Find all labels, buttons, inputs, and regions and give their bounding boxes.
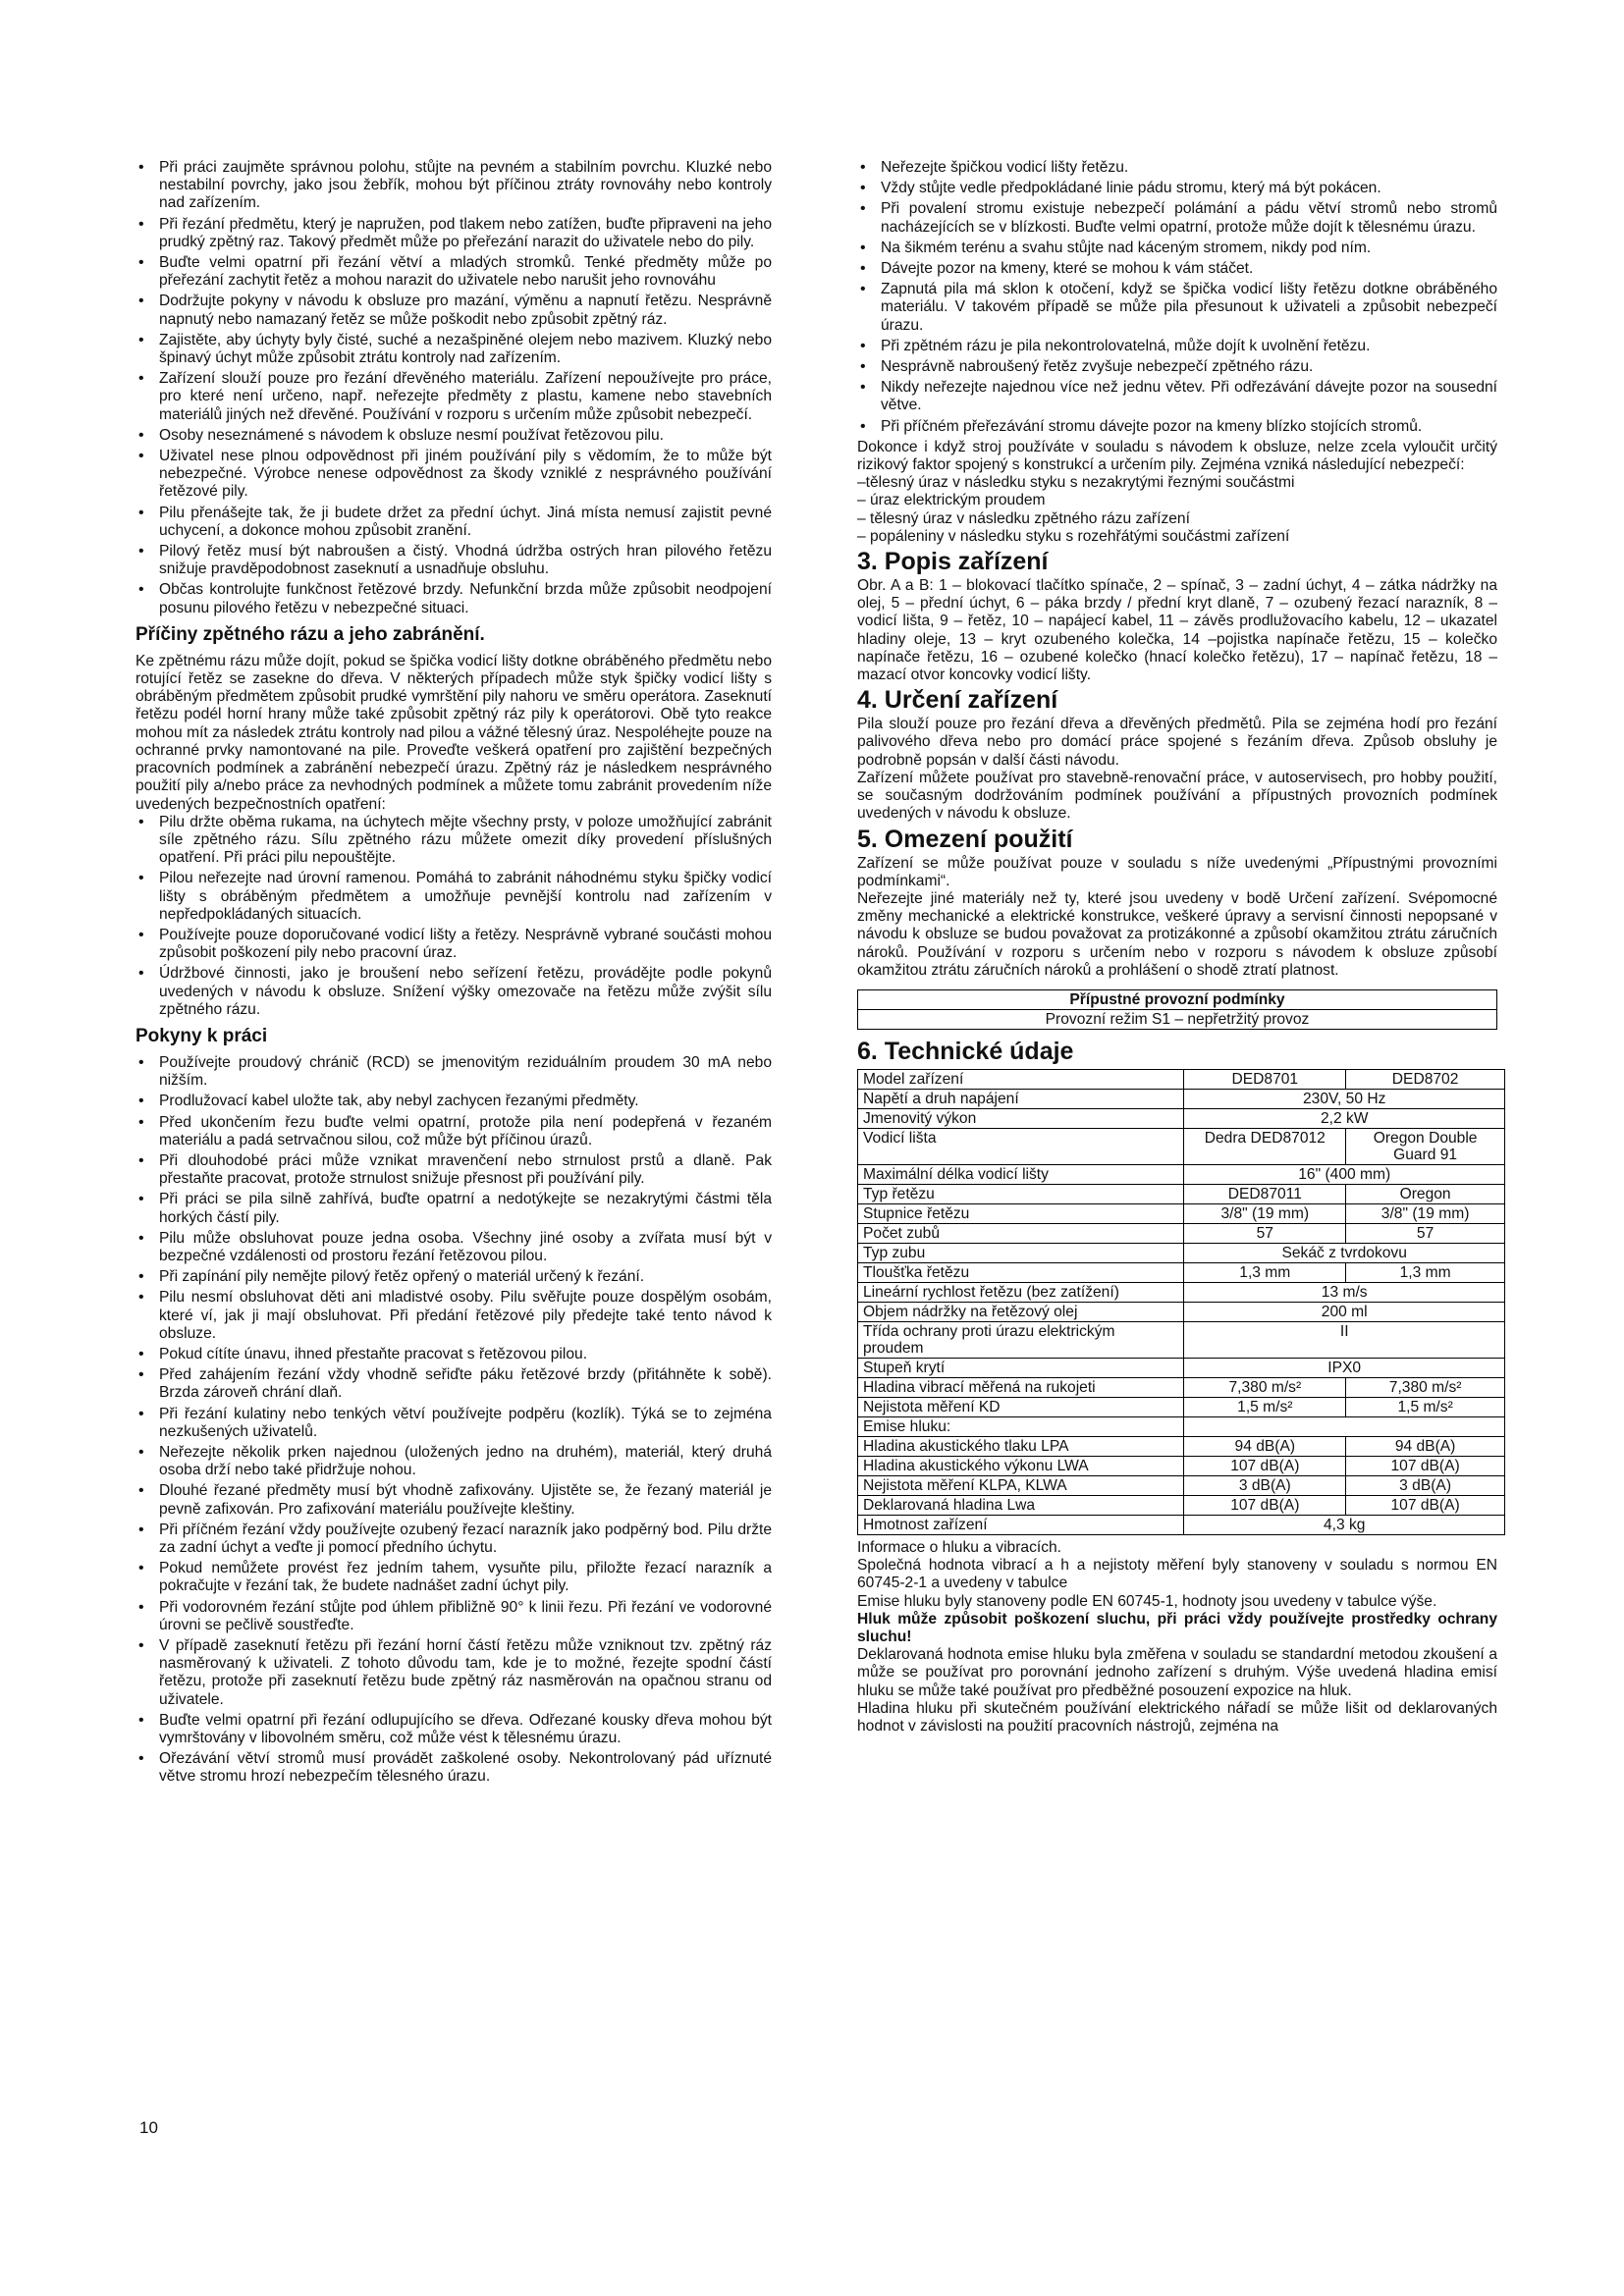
table-row (858, 1358, 1505, 1377)
spec-value-ded8701: 3/8" (19 mm) (1184, 1203, 1346, 1223)
spec-value-ded8701: 1,5 m/s² (1184, 1397, 1346, 1416)
list-item: • Buďte velmi opatrní při řezání větví a mladých stromků. Tenké předměty může po přeřezání zachytit řetěz a mohou narazit do uživatele nebo narušit jeho rovnováhu (135, 254, 772, 290)
spec-label: Tloušťka řetězu (858, 1262, 1184, 1282)
spec-label: Typ zubu (858, 1243, 1184, 1262)
section-5-paragraph-1: Zařízení se může používat pouze v souladu s níže uvedenými „Přípustnými provozními podmínkami“. (857, 854, 1497, 889)
noise-paragraph-1: Společná hodnota vibrací a h a nejistoty měření byly stanoveny v souladu s normou EN 60745-2-1 a uvedeny v tabulce (857, 1557, 1497, 1592)
list-item: • Na šikmém terénu a svahu stůjte nad káceným stromem, nikdy pod ním. (857, 240, 1497, 257)
list-item: • Nikdy neřezejte najednou více než jednu větev. Při odřezávání dávejte pozor na sousední větve. (857, 379, 1497, 414)
residual-risk-item: –tělesný úraz v následku styku s nezakrytými řeznými součástmi (857, 474, 1295, 492)
table-row (858, 1069, 1505, 1089)
table-row (858, 1184, 1505, 1203)
spec-value-ded8701: DED87011 (1184, 1184, 1346, 1203)
spec-label: Nejistota měření KLPA, KLWA (858, 1475, 1184, 1495)
kickback-paragraph: Ke zpětnému rázu může dojít, pokud se špička vodicí lišty dotkne obráběného předmětu nebo rotující řetěz se zasekne do dřeva. V některých případech může styk špičky vodicí lišty s obráběným předmětem způsobit prudké vymrštění pily nahoru ve směru operátora. Zaseknutí řetězu podél horní hrany může také způsobit zpětný ráz pily k operátorovi. Obě tyto reakce mohou mít za následek ztrátu kontroly nad pilou a vážné tělesný úraz. Nespoléhejte pouze na ochranné prvky namontované na pile. Proveďte veškerá opatření pro zajištění bezpečných pracovních podmínek a zabránění nebezpečí úrazu. Zpětný ráz je následkem nesprávného použití pily a/nebo práce za nevhodných podmínek a můžete tomu zabránit provedením níže uvedených bezpečnostních opatření: (135, 652, 772, 813)
kickback-bullets (135, 814, 772, 1019)
residual-risk-item: – úraz elektrickým proudem (857, 492, 1046, 509)
spec-value-ded8701: 107 dB(A) (1184, 1456, 1346, 1475)
list-item: • Při práci zaujměte správnou polohu, stůjte na pevném a stabilním povrchu. Kluzké nebo nestabilní povrchy, jako jsou žebřík, mohou být příčinou ztráty rovnováhy nebo kontroly nad zařízením. (135, 159, 772, 213)
table-row (858, 1164, 1505, 1184)
spec-value-ded8701: 1,3 mm (1184, 1262, 1346, 1282)
table-row (858, 1416, 1505, 1436)
spec-label: Vodicí lišta (858, 1128, 1184, 1164)
residual-risk-item: – tělesný úraz v následku zpětného rázu zařízení (857, 509, 1190, 527)
spec-label: Deklarovaná hladina Lwa (858, 1495, 1184, 1515)
section-5-title: 5. Omezení použití (857, 825, 1073, 853)
spec-label: Počet zubů (858, 1223, 1184, 1243)
spec-value-empty (1184, 1416, 1505, 1436)
section-4-title: 4. Určení zařízení (857, 686, 1058, 715)
table-row (858, 1128, 1505, 1164)
list-item: • V případě zaseknutí řetězu při řezání horní částí řetězu může vzniknout tzv. zpětný ráz nasměrovaný k uživateli. Z tohoto důvodu tam, kde je to možné, řezejte spodní částí řetězu, protože při zaseknutí řetězu bude zpětný ráz nasměrován na opačnou stranu od uživatele. (135, 1637, 772, 1709)
table-row (858, 1515, 1505, 1534)
spec-label: Hladina akustického výkonu LWA (858, 1456, 1184, 1475)
table-row (858, 1262, 1505, 1282)
spec-label: Maximální délka vodicí lišty (858, 1164, 1184, 1184)
list-item: • Pilový řetěz musí být nabroušen a čistý. Vhodná údržba ostrých hran pilového řetězu snižuje pravděpodobnost zaseknutí a usnadňuje obsluhu. (135, 543, 772, 578)
left-column (135, 159, 772, 1789)
spec-value: 4,3 kg (1184, 1515, 1505, 1534)
spec-value-ded8702: 107 dB(A) (1346, 1495, 1505, 1515)
list-item: • Ořezávání větví stromů musí provádět zaškolené osoby. Nekontrolovaný pád uříznuté větve stromu hrozí nebezpečím tělesného úrazu. (135, 1750, 772, 1786)
list-item: • Používejte pouze doporučované vodicí lišty a řetězy. Nesprávně vybrané součásti mohou způsobit poškození pily nebo pracovní úraz. (135, 927, 772, 962)
section-4-paragraph-1: Pila slouží pouze pro řezání dřeva a dřevěných předmětů. Pila se zejména hodí pro řezání palivového dřeva nebo pro domácí práce spojené s řezáním dřeva. Způsob obsluhy je podrobně popsán v další části návodu. (857, 716, 1497, 769)
section-3-paragraph: Obr. A a B: 1 – blokovací tlačítko spínače, 2 – spínač, 3 – zadní úchyt, 4 – zátka nádržky na olej, 5 – přední úchyt, 6 – páka brzdy / přední kryt dlaně, 7 – ozubený řezací narazník, 8 – vodicí lišta, 9 – řetěz, 10 – napájecí kabel, 11 – závěs prodlužovacího kabelu, 12 – ukazatel hladiny oleje, 13 – kryt ozubeného kolečka, 14 –pojistka napínače řetězu, 15 – kolečko napínače řetězu, 16 – ozubené kolečko (hnací kolečko řetězu), 17 – napínač řetězu, 18 – mazací otvor koncovky vodicí lišty. (857, 577, 1497, 684)
spec-label: Hmotnost zařízení (858, 1515, 1184, 1534)
table-row (858, 1243, 1505, 1262)
list-item: • Pilu může obsluhovat pouze jedna osoba. Všechny jiné osoby a zvířata musí být v bezpečné vzdálenosti od prostoru řezání řetězovou pilou. (135, 1230, 772, 1265)
list-item: • Prodlužovací kabel uložte tak, aby nebyl zachycen řezanými předměty. (135, 1093, 772, 1110)
table-row (858, 1321, 1505, 1358)
spec-label: Nejistota měření KD (858, 1397, 1184, 1416)
spec-value: IPX0 (1184, 1358, 1505, 1377)
page-number: 10 (139, 2118, 158, 2137)
spec-value-ded8701: 3 dB(A) (1184, 1475, 1346, 1495)
spec-value-ded8701: 94 dB(A) (1184, 1436, 1346, 1456)
spec-value-ded8702: 107 dB(A) (1346, 1456, 1505, 1475)
list-item: • Osoby neseznámené s návodem k obsluze nesmí používat řetězovou pilu. (135, 427, 772, 445)
list-item: • Neřezejte špičkou vodicí lišty řetězu. (857, 159, 1497, 177)
table-row (858, 1377, 1505, 1397)
spec-value-ded8702: 1,5 m/s² (1346, 1397, 1505, 1416)
noise-paragraph-4: Hladina hluku při skutečném používání elektrického nářadí se může lišit od deklarovaných hodnot v závislosti na použití pracovních nástrojů, zejména na (857, 1699, 1497, 1735)
spec-value: 230V, 50 Hz (1184, 1089, 1505, 1108)
spec-label: Hladina vibrací měřená na rukojeti (858, 1377, 1184, 1397)
list-item: • Při příčném přeřezávání stromu dávejte pozor na kmeny blízko stojících stromů. (857, 418, 1497, 436)
technical-data-table (857, 1069, 1505, 1535)
noise-title: Informace o hluku a vibracích. (857, 1538, 1062, 1556)
list-item: • Neřezejte několik prken najednou (uložených jedno na druhém), materiál, který druhá osoba drží nebo také přidržuje nohou. (135, 1444, 772, 1479)
list-item: • Pilu přenášejte tak, že ji budete držet za přední úchyt. Jiná místa nemusí zajistit pevné uchycení, a dokonce mohou způsobit zranění. (135, 505, 772, 540)
work-bullets (135, 1054, 772, 1787)
table-row (858, 1436, 1505, 1456)
section-6-title: 6. Technické údaje (857, 1037, 1074, 1065)
spec-value: 13 m/s (1184, 1282, 1505, 1302)
list-item: • Uživatel nese plnou odpovědnost při jiném používání pily s vědomím, že to může být nebezpečné. Výrobce nenese odpovědnost za škody vzniklé z nesprávného používání řetězové pily. (135, 448, 772, 502)
spec-value: 16" (400 mm) (1184, 1164, 1505, 1184)
list-item: • Pilou neřezejte nad úrovní ramenou. Pomáhá to zabránit náhodnému styku špičky vodicí lišty s obráběným předmětem a umožňuje pevnější kontrolu nad zařízením v nepředpokládaných situacích. (135, 870, 772, 924)
spec-label: Stupnice řetězu (858, 1203, 1184, 1223)
list-item: • Pilu nesmí obsluhovat děti ani mladistvé osoby. Pilu svěřujte pouze dospělým osobám, které ví, jak ji mají obsluhovat. Při předání řetězové pily předejte také tento návod k obsluze. (135, 1289, 772, 1343)
list-item: • Zapnutá pila má sklon k otočení, když se špička vodicí lišty řetězu dotkne obráběného materiálu. V takovém případě se může pila přesunout k uživateli a způsobit nebezpečí úrazu. (857, 281, 1497, 335)
list-item: • Zařízení slouží pouze pro řezání dřevěného materiálu. Zařízení nepoužívejte pro práce, pro které není určeno, např. neřezejte předměty z plastu, kamene nebo stavebních materiálů jiných než dřevěné. Používání v rozporu s určením může způsobit nebezpečí. (135, 370, 772, 424)
noise-paragraph-2: Emise hluku byly stanoveny podle EN 60745-1, hodnoty jsou uvedeny v tabulce výše. (857, 1592, 1437, 1610)
list-item: • Při příčném řezání vždy používejte ozubený řezací narazník jako podpěrný bod. Pilu držte za zadní úchyt a veďte ji pomocí předního úchytu. (135, 1522, 772, 1557)
list-item: • Při zpětném rázu je pila nekontrolovatelná, může dojít k uvolnění řetězu. (857, 338, 1497, 355)
list-item: • Pokud cítíte únavu, ihned přestaňte pracovat s řetězovou pilou. (135, 1346, 772, 1363)
list-item: • Před zahájením řezání vždy vhodně seřiďte páku řetězové brzdy (přitáhněte k sobě). Brzda zároveň chrání dlaň. (135, 1366, 772, 1402)
section-3-title: 3. Popis zařízení (857, 548, 1049, 576)
kickback-heading: Příčiny zpětného rázu a jeho zabránění. (135, 623, 485, 645)
spec-value-ded8701: 107 dB(A) (1184, 1495, 1346, 1515)
list-item: • Dodržujte pokyny v návodu k obsluze pro mazání, výměnu a napnutí řetězu. Nesprávně napnutý nebo namazaný řetěz se může poškodit nebo způsobit zpětný ráz. (135, 293, 772, 328)
spec-label: Jmenovitý výkon (858, 1108, 1184, 1128)
felling-bullets (857, 159, 1497, 436)
table-row (858, 1495, 1505, 1515)
list-item: • Při řezání předmětu, který je napružen, pod tlakem nebo zatížen, buďte připraveni na jeho prudký zpětný raz. Takový předmět může po přeřezání narazit do uživatele nebo do pily. (135, 216, 772, 251)
list-item: • Dlouhé řezané předměty musí být vhodně zafixovány. Ujistěte se, že řezaný materiál je pevně zafixován. Pro zafixování materiálu používejte kleštiny. (135, 1482, 772, 1518)
list-item: • Při řezání kulatiny nebo tenkých větví používejte podpěru (kozlík). Týká se to zejména nezkušených uživatelů. (135, 1406, 772, 1441)
spec-value-ded8702: 1,3 mm (1346, 1262, 1505, 1282)
spec-label: Hladina akustického tlaku LPA (858, 1436, 1184, 1456)
spec-label: Lineární rychlost řetězu (bez zatížení) (858, 1282, 1184, 1302)
list-item: • Údržbové činnosti, jako je broušení nebo seřízení řetězu, provádějte podle pokynů uvedených v návodu k obsluze. Snížení výšky omezovače na řetězu může zvýšit sílu zpětného rázu. (135, 965, 772, 1019)
list-item: • Pilu držte oběma rukama, na úchytech mějte všechny prsty, v poloze umožňující zabránit síle zpětného rázu. Sílu zpětného rázu můžete omezit díky provedení příslušných opatření. Při práci pilu nepouštějte. (135, 814, 772, 868)
work-heading: Pokyny k práci (135, 1025, 268, 1046)
spec-value-ded8702: 57 (1346, 1223, 1505, 1243)
section-5-paragraph-2: Neřezejte jiné materiály než ty, které jsou uvedeny v bodě Určení zařízení. Svépomocné změny mechanické a elektrické konstrukce, veškeré úpravy a servisní činnosti nepopsané v návodu k obsluze se budou považovat za protizákonné a způsobí okamžitou ztrátu záručních nároků. Používání v rozporu s určením nebo v rozporu s návodem k obsluze způsobí okamžitou ztrátu záručních nároků a prohlášení o shodě ztratí platnost. (857, 889, 1497, 979)
spec-label: Model zařízení (858, 1069, 1184, 1089)
right-column (857, 159, 1497, 1735)
noise-warning: Hluk může způsobit poškození sluchu, při práci vždy používejte prostředky ochrany sluchu! (857, 1610, 1497, 1645)
spec-value: II (1184, 1321, 1505, 1358)
operating-conditions-box (857, 989, 1497, 1030)
list-item: • Před ukončením řezu buďte velmi opatrní, protože pila není podepřená v řezaném materiálu a padá setrvačnou silou, což může být příčinou úrazů. (135, 1114, 772, 1149)
table-row (858, 1397, 1505, 1416)
spec-value: 2,2 kW (1184, 1108, 1505, 1128)
list-item: • Používejte proudový chránič (RCD) se jmenovitým reziduálním proudem 30 mA nebo nižším. (135, 1054, 772, 1090)
list-item: • Buďte velmi opatrní při řezání odlupujícího se dřeva. Odřezané kousky dřeva mohou být vymrštovány v libovolném směru, což může vést k tělesnému úrazu. (135, 1712, 772, 1747)
list-item: • Při vodorovném řezání stůjte pod úhlem přibližně 90° k linii řezu. Při řezání ve vodorovné úrovni se pečlivě soustřeďte. (135, 1599, 772, 1634)
residual-risk-item: – popáleniny v následku styku s rozehřátými součástmi zařízení (857, 527, 1290, 545)
spec-value-ded8702: DED8702 (1346, 1069, 1505, 1089)
spec-value: Sekáč z tvrdokovu (1184, 1243, 1505, 1262)
spec-value-ded8702: 94 dB(A) (1346, 1436, 1505, 1456)
table-row (858, 1456, 1505, 1475)
spec-value: 200 ml (1184, 1302, 1505, 1321)
list-item: • Při dlouhodobé práci může vznikat mravenčení nebo strnulost prstů a dlaně. Pak přestaňte pracovat, protože strnulost snižuje přesnost při používání pily. (135, 1152, 772, 1188)
spec-label: Napětí a druh napájení (858, 1089, 1184, 1108)
list-item: • Zajistěte, aby úchyty byly čisté, suché a nezašpiněné olejem nebo mazivem. Kluzký nebo špinavý úchyt může způsobit ztrátu kontroly nad zařízením. (135, 332, 772, 367)
spec-value-ded8702: 3 dB(A) (1346, 1475, 1505, 1495)
operating-conditions-text: Provozní režim S1 – nepřetržitý provoz (1045, 1010, 1310, 1028)
safety-bullets (135, 159, 772, 617)
spec-label: Stupeň krytí (858, 1358, 1184, 1377)
spec-value-ded8701: Dedra DED87012 (1184, 1128, 1346, 1164)
list-item: • Pokud nemůžete provést řez jedním tahem, vysuňte pilu, přiložte řezací narazník a pokračujte v řezání tak, že budete nadnášet zadní úchyt pily. (135, 1560, 772, 1595)
spec-value-ded8702: Oregon (1346, 1184, 1505, 1203)
table-row (858, 1203, 1505, 1223)
spec-value-ded8701: 57 (1184, 1223, 1346, 1243)
list-item: • Při práci se pila silně zahřívá, buďte opatrní a nedotýkejte se nezakrytými částmi těla horkých částí pily. (135, 1191, 772, 1226)
list-item: • Dávejte pozor na kmeny, které se mohou k vám stáčet. (857, 260, 1497, 278)
residual-risk-paragraph: Dokonce i když stroj používáte v souladu s návodem k obsluze, nelze zcela vyloučit určitý rizikový faktor spojený s konstrukcí a určením pily. Zejména vzniká následující nebezpečí: (857, 438, 1497, 474)
table-row (858, 1282, 1505, 1302)
list-item: • Při povalení stromu existuje nebezpečí polámání a pádu větví stromů nebo stromů nacházejících se v blízkosti. Buďte velmi opatrní, protože může dojít k tělesnému úrazu. (857, 200, 1497, 236)
table-row (858, 1475, 1505, 1495)
spec-value-ded8702: 7,380 m/s² (1346, 1377, 1505, 1397)
table-row (858, 1223, 1505, 1243)
spec-value-ded8701: 7,380 m/s² (1184, 1377, 1346, 1397)
list-item: • Při zapínání pily nemějte pilový řetěz opřený o materiál určený k řezání. (135, 1268, 772, 1286)
list-item: • Občas kontrolujte funkčnost řetězové brzdy. Nefunkční brzda může způsobit neodpojení posunu pilového řetězu v nebezpečné situaci. (135, 581, 772, 616)
table-row (858, 1302, 1505, 1321)
spec-label: Objem nádržky na řetězový olej (858, 1302, 1184, 1321)
spec-value-ded8701: DED8701 (1184, 1069, 1346, 1089)
residual-risk-list (857, 474, 1497, 546)
spec-value-ded8702: 3/8" (19 mm) (1346, 1203, 1505, 1223)
spec-label: Emise hluku: (858, 1416, 1184, 1436)
table-row (858, 1089, 1505, 1108)
operating-conditions-title: Přípustné provozní podmínky (858, 990, 1496, 1010)
spec-label: Typ řetězu (858, 1184, 1184, 1203)
list-item: • Nesprávně nabroušený řetěz zvyšuje nebezpečí zpětného rázu. (857, 358, 1497, 376)
section-4-paragraph-2: Zařízení můžete používat pro stavebně-renovační práce, v autoservisech, pro hobby použití, se současným dodržováním podmínek používání a přípustných provozních podmínek uvedených v návodu k obsluze. (857, 769, 1497, 823)
spec-value-ded8702: Oregon Double Guard 91 (1346, 1128, 1505, 1164)
noise-paragraph-3: Deklarovaná hodnota emise hluku byla změřena v souladu se standardní metodou zkoušení a může se používat pro porovnání jednoho zařízení s druhým. Výše uvedená hladina emisí hluku se může také používat pro předběžné posouzení expozice na hluk. (857, 1646, 1497, 1699)
spec-label: Třída ochrany proti úrazu elektrickým proudem (858, 1321, 1184, 1358)
table-row (858, 1108, 1505, 1128)
list-item: • Vždy stůjte vedle předpokládané linie pádu stromu, který má být pokácen. (857, 180, 1497, 197)
